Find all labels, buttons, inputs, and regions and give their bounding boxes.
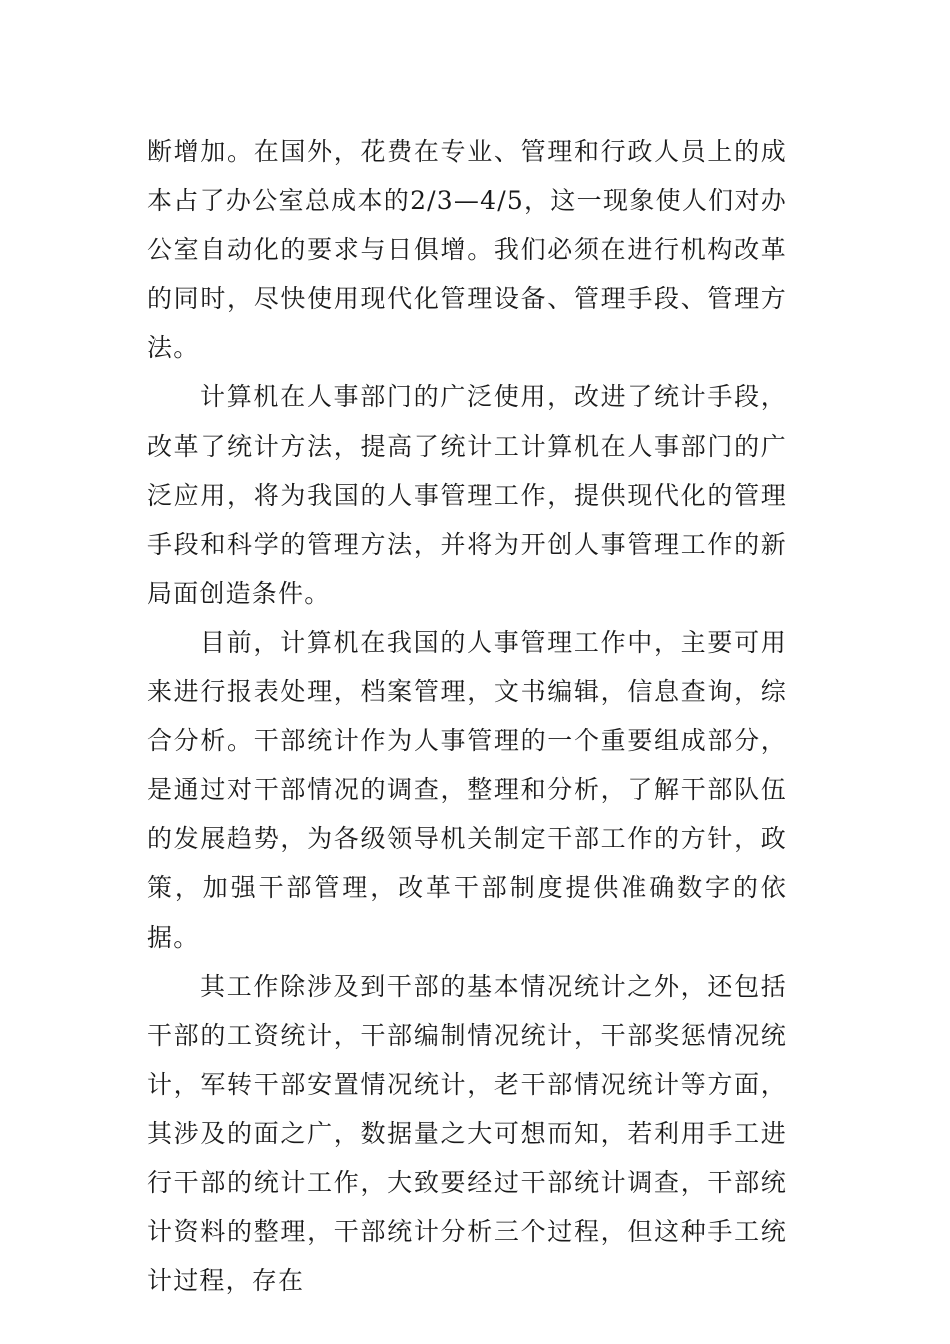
paragraph-4: 其工作除涉及到干部的基本情况统计之外，还包括干部的工资统计，干部编制情况统计，干部奖惩情况统计，军转干部安置情况统计，老干部情况统计等方面，其涉及的面之广，数据量之大可想而知，若利用手工进行干部的统计工作，大致要经过干部统计调查，干部统计资料的整理，干部统计分析三个过程，但这种手工统计过程，存在 (147, 971, 787, 1296)
paragraph-3: 目前，计算机在我国的人事管理工作中，主要可用来进行报表处理，档案管理，文书编辑，信息查询，综合分析。干部统计作为人事管理的一个重要组成部分，是通过对干部情况的调查，整理和分析，了解干部队伍的发展趋势，为各级领导机关制定干部工作的方针，政策，加强干部管理，改革干部制度提供准确数字的依据。 (147, 627, 787, 952)
paragraph-1: 断增加。在国外，花费在专业、管理和行政人员上的成本占了办公室总成本的2/3—4/5，这一现象使人们对办公室自动化的要求与日俱增。我们必须在进行机构改革的同时，尽快使用现代化管理设备、管理手段、管理方法。 (147, 137, 787, 363)
paragraph-2: 计算机在人事部门的广泛使用，改进了统计手段，改革了统计方法，提高了统计工计算机在人事部门的广泛应用，将为我国的人事管理工作，提供现代化的管理手段和科学的管理方法，并将为开创人事管理工作的新局面创造条件。 (147, 382, 787, 608)
document-body (147, 127, 787, 1305)
